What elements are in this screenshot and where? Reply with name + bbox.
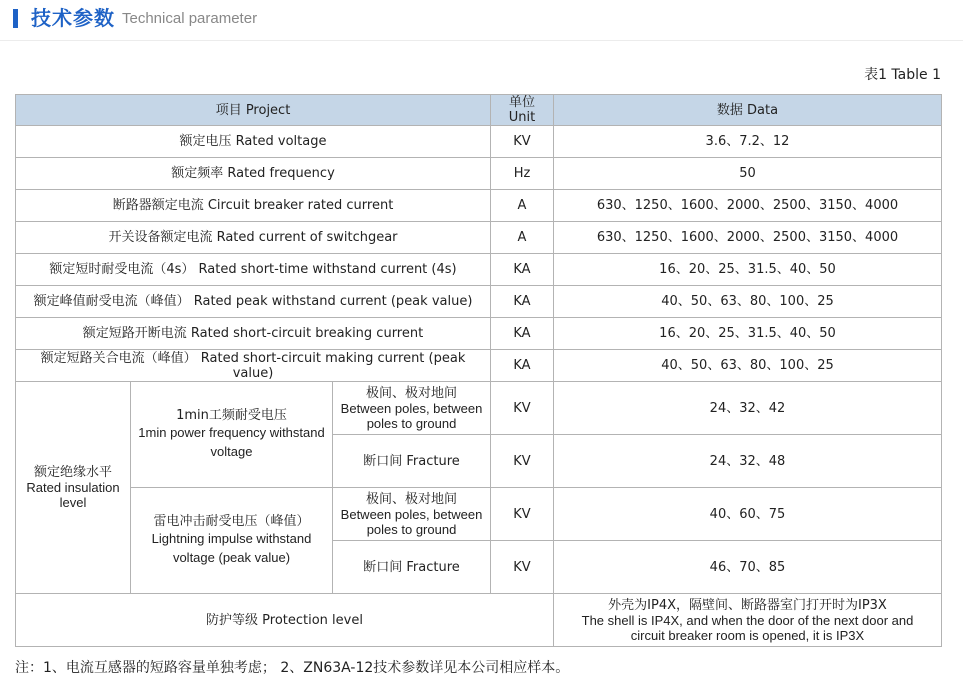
insulation-label-cell: [16, 382, 131, 594]
sub-item-cell: 断口间 Fracture: [333, 435, 491, 488]
item-cell: 防护等级 Protection level: [16, 594, 554, 647]
unit-cell: KA: [491, 318, 554, 350]
unit-cell: KV: [491, 382, 554, 435]
unit-cell: KV: [491, 541, 554, 594]
table-header-row: [16, 95, 942, 126]
data-cell: 3.6、7.2、12: [554, 126, 942, 158]
protection-data-cell: [554, 594, 942, 647]
column-header-unit: 单位 Unit: [491, 95, 554, 126]
sub-item-cn: 极间、极对地间: [365, 385, 457, 401]
unit-cell: KA: [491, 350, 554, 382]
protection-data-en: The shell is IP4X, and when the door of the next door and circuit breaker room is opened, it is IP3X: [581, 612, 914, 643]
group-label-cn: 1min工频耐受电压: [176, 408, 287, 423]
table-row: [16, 222, 942, 254]
section-header: [0, 0, 963, 41]
table-row: [16, 254, 942, 286]
lightning-impulse-label-cell: [131, 488, 333, 594]
item-cell: 额定频率 Rated frequency: [16, 158, 491, 190]
item-cell: 额定短路关合电流（峰值） Rated short-circuit making current (peak value): [16, 350, 491, 382]
footnote: 注：1、电流互感器的短路容量单独考虑； 2、ZN63A-12技术参数详见本公司相应样本。: [15, 660, 570, 676]
unit-cell: A: [491, 190, 554, 222]
group-label-en: 1min power frequency withstand voltage: [138, 425, 325, 459]
item-cell: 开关设备额定电流 Rated current of switchgear: [16, 222, 491, 254]
data-cell: 630、1250、1600、2000、2500、3150、4000: [554, 222, 942, 254]
unit-cell: KV: [491, 126, 554, 158]
column-header-data: 数据 Data: [554, 95, 942, 126]
table-row: [16, 158, 942, 190]
sub-item-cn: 极间、极对地间: [365, 491, 457, 507]
table-row: [16, 350, 942, 382]
technical-parameter-table: [15, 94, 942, 647]
item-cell: 额定短时耐受电流（4s） Rated short-time withstand current (4s): [16, 254, 491, 286]
protection-row: [16, 594, 942, 647]
insulation-label-cn: 额定绝缘水平: [33, 465, 112, 480]
insulation-row: [16, 382, 942, 435]
table-row: [16, 190, 942, 222]
section-title-cn: 技术参数: [31, 6, 115, 30]
unit-cell: A: [491, 222, 554, 254]
data-cell: 46、70、85: [554, 541, 942, 594]
sub-item-cell: [333, 488, 491, 541]
unit-cell: Hz: [491, 158, 554, 190]
table-row: [16, 286, 942, 318]
sub-item-en: Between poles, between poles to ground: [340, 400, 483, 431]
item-cell: 额定短路开断电流 Rated short-circuit breaking current: [16, 318, 491, 350]
group-label-cn: 雷电冲击耐受电压（峰值）: [153, 514, 310, 529]
table-caption: 表1 Table 1: [864, 67, 941, 83]
protection-data-cn: 外壳为IP4X，隔壁间、断路器室门打开时为IP3X: [608, 597, 887, 613]
data-cell: 40、50、63、80、100、25: [554, 286, 942, 318]
sub-item-cell: [333, 382, 491, 435]
unit-cell: KA: [491, 286, 554, 318]
item-cell: 额定电压 Rated voltage: [16, 126, 491, 158]
table-row: [16, 318, 942, 350]
accent-bar: [13, 9, 18, 28]
item-cell: 额定峰值耐受电流（峰值） Rated peak withstand current (peak value): [16, 286, 491, 318]
power-frequency-label-cell: [131, 382, 333, 488]
item-cell: 断路器额定电流 Circuit breaker rated current: [16, 190, 491, 222]
insulation-row: [16, 488, 942, 541]
data-cell: 40、50、63、80、100、25: [554, 350, 942, 382]
unit-cell: KA: [491, 254, 554, 286]
group-label-en: Lightning impulse withstand voltage (peak value): [151, 531, 312, 565]
column-header-project: 项目 Project: [16, 95, 491, 126]
data-cell: 16、20、25、31.5、40、50: [554, 254, 942, 286]
data-cell: 24、32、48: [554, 435, 942, 488]
unit-cell: KV: [491, 435, 554, 488]
sub-item-en: Between poles, between poles to ground: [340, 506, 483, 537]
data-cell: 24、32、42: [554, 382, 942, 435]
sub-item-cell: 断口间 Fracture: [333, 541, 491, 594]
data-cell: 630、1250、1600、2000、2500、3150、4000: [554, 190, 942, 222]
unit-cell: KV: [491, 488, 554, 541]
data-cell: 40、60、75: [554, 488, 942, 541]
insulation-label-en: Rated insulation level: [26, 480, 120, 510]
table-row: [16, 126, 942, 158]
data-cell: 50: [554, 158, 942, 190]
data-cell: 16、20、25、31.5、40、50: [554, 318, 942, 350]
section-title-en: Technical parameter: [122, 10, 258, 27]
